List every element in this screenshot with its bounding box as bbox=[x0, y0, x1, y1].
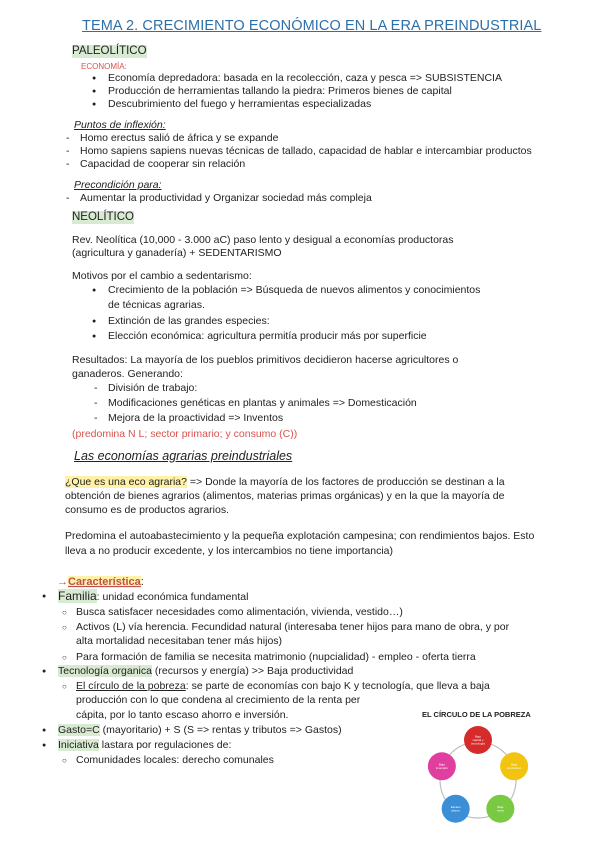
sub-list-item: ○ Comunidades locales: derecho comunales bbox=[76, 754, 274, 767]
list-item: ● Crecimiento de la población => Búsqueda de nuevos alimentos y conocimientos bbox=[108, 284, 480, 297]
poverty-node-label: Escaso ahorro bbox=[450, 804, 461, 813]
sub-list-item: ○ Busca satisfacer necesidades como alimentación, vivienda, vestido…) bbox=[76, 606, 403, 619]
answer-line: consumo es de productos agrarios. bbox=[65, 504, 230, 516]
resultados-line: Resultados: La mayoría de los pueblos primitivos decidieron hacerse agricultores o bbox=[72, 354, 459, 366]
sub-list-item-continuation: alta mortalidad necesitaban tener más hijos) bbox=[76, 635, 283, 647]
poverty-node-label: Baja renta bbox=[496, 804, 504, 813]
familia-text: : unidad económica fundamental bbox=[96, 591, 249, 603]
motivos-heading: Motivos por el cambio a sedentarismo: bbox=[72, 270, 252, 282]
list-item: - División de trabajo: bbox=[108, 382, 197, 395]
heading-colon: : bbox=[140, 576, 144, 588]
sub-list-item: ○ Activos (L) vía herencia. Fecundidad natural (interesaba tener hijos para mano de obra, y por bbox=[76, 621, 509, 634]
caracteristica-heading-row bbox=[57, 576, 144, 589]
list-item: - Modificaciones genéticas en plantas y animales => Domesticación bbox=[108, 397, 417, 410]
arrow-glyph: → bbox=[57, 576, 68, 588]
familia-label: Familia bbox=[58, 589, 97, 603]
predomina-line: Predomina el autoabastecimiento y la pequeña explotación campesina; con rendimientos bajos. Esto bbox=[65, 530, 535, 542]
resultados-line: ganaderos. Generando: bbox=[72, 368, 183, 380]
rev-line: (agricultura y ganadería) + SEDENTARISMO bbox=[72, 247, 282, 259]
answer-line: obtención de bienes agrarios (alimentos, materias primas orgánicas) y en la que la mayoría de bbox=[65, 490, 505, 502]
list-item-continuation: de técnicas agrarias. bbox=[108, 299, 205, 311]
list-item bbox=[58, 724, 342, 737]
rev-line: Rev. Neolítica (10,000 - 3.000 aC) paso lento y desigual a economías productoras bbox=[72, 234, 454, 246]
poverty-node-label: Bajo capital y tecnología bbox=[471, 734, 485, 746]
inflexion-heading: Puntos de inflexión: bbox=[74, 119, 166, 131]
list-item: ● Producción de herramientas tallando la piedra: Primeros bienes de capital bbox=[108, 85, 452, 98]
paleolitico-heading: PALEOLÍTICO bbox=[72, 45, 147, 57]
list-item bbox=[58, 665, 353, 678]
tecnologia-text: (recursos y energía) >> Baja productividad bbox=[151, 665, 354, 677]
sub-list-item bbox=[76, 680, 490, 693]
neolitico-heading: NEOLÍTICO bbox=[72, 211, 134, 223]
page-title: TEMA 2. CRECIMIENTO ECONÓMICO EN LA ERA PREINDUSTRIAL bbox=[82, 18, 542, 34]
list-item bbox=[58, 739, 231, 752]
agrarias-definition bbox=[65, 476, 505, 489]
poverty-node bbox=[442, 795, 470, 823]
poverty-node bbox=[464, 726, 492, 754]
tecnologia-label: Tecnología organica bbox=[58, 665, 152, 677]
poverty-node-label: Baja producción bbox=[506, 762, 522, 771]
poverty-node bbox=[428, 752, 456, 780]
list-item: - Aumentar la productividad y Organizar sociedad más compleja bbox=[80, 192, 372, 205]
list-item: - Capacidad de cooperar sin relación bbox=[80, 158, 245, 171]
predomina-line: lleva a no producir excedente, y los intercambios no tiene importancia) bbox=[65, 545, 394, 557]
economia-subheading: ECONOMÍA: bbox=[81, 62, 127, 71]
agrarias-heading: Las economías agrarias preindustriales bbox=[74, 449, 293, 463]
pobreza-label: El círculo de la pobreza bbox=[76, 680, 186, 692]
pobreza-text: : se parte de economías con bajo K y tecnología, que lleva a baja bbox=[185, 680, 490, 692]
precondicion-heading: Precondición para: bbox=[74, 179, 162, 191]
poverty-node-label: Baja inversión bbox=[435, 762, 448, 771]
figure-title: EL CÍRCULO DE LA POBREZA bbox=[422, 710, 531, 719]
neolitico-note: (predomina N L; sector primario; y consumo (C)) bbox=[72, 428, 298, 440]
caracteristica-heading: Característica bbox=[68, 576, 141, 588]
gasto-label: Gasto=C bbox=[58, 724, 100, 736]
list-item: ● Descubrimiento del fuego y herramientas especializadas bbox=[108, 98, 371, 111]
list-item: ● Elección económica: agricultura permitía producir más por superficie bbox=[108, 330, 427, 343]
answer-text: => Donde la mayoría de los factores de producción se destinan a la bbox=[187, 476, 505, 488]
poverty-node bbox=[500, 752, 528, 780]
poverty-circle-diagram bbox=[418, 720, 538, 834]
list-item: ● Economía depredadora: basada en la recolección, caza y pesca => SUBSISTENCIA bbox=[108, 72, 502, 85]
list-item: - Homo sapiens sapiens nuevas técnicas de tallado, capacidad de hablar e intercambiar productos bbox=[80, 145, 532, 158]
list-item: - Homo erectus salió de áfrica y se expande bbox=[80, 132, 278, 145]
list-item: - Mejora de la proactividad => Inventos bbox=[108, 412, 283, 425]
sub-list-item: ○ Para formación de familia se necesita matrimonio (nupcialidad) - empleo - oferta tierra bbox=[76, 651, 476, 664]
question-highlight: ¿Que es una eco agraria? bbox=[65, 476, 187, 488]
list-item: ● Extinción de las grandes especies: bbox=[108, 315, 270, 328]
pobreza-line: cápita, por lo tanto escaso ahorro e inversión. bbox=[76, 709, 289, 721]
gasto-text: (mayoritario) + S (S => rentas y tributos => Gastos) bbox=[99, 724, 342, 736]
poverty-node bbox=[486, 795, 514, 823]
iniciativa-label: Iniciativa bbox=[58, 739, 99, 751]
pobreza-line: producción con lo que condena al crecimiento de la renta per bbox=[76, 694, 361, 706]
list-item bbox=[58, 590, 248, 604]
iniciativa-text: lastara por regulaciones de: bbox=[98, 739, 232, 751]
